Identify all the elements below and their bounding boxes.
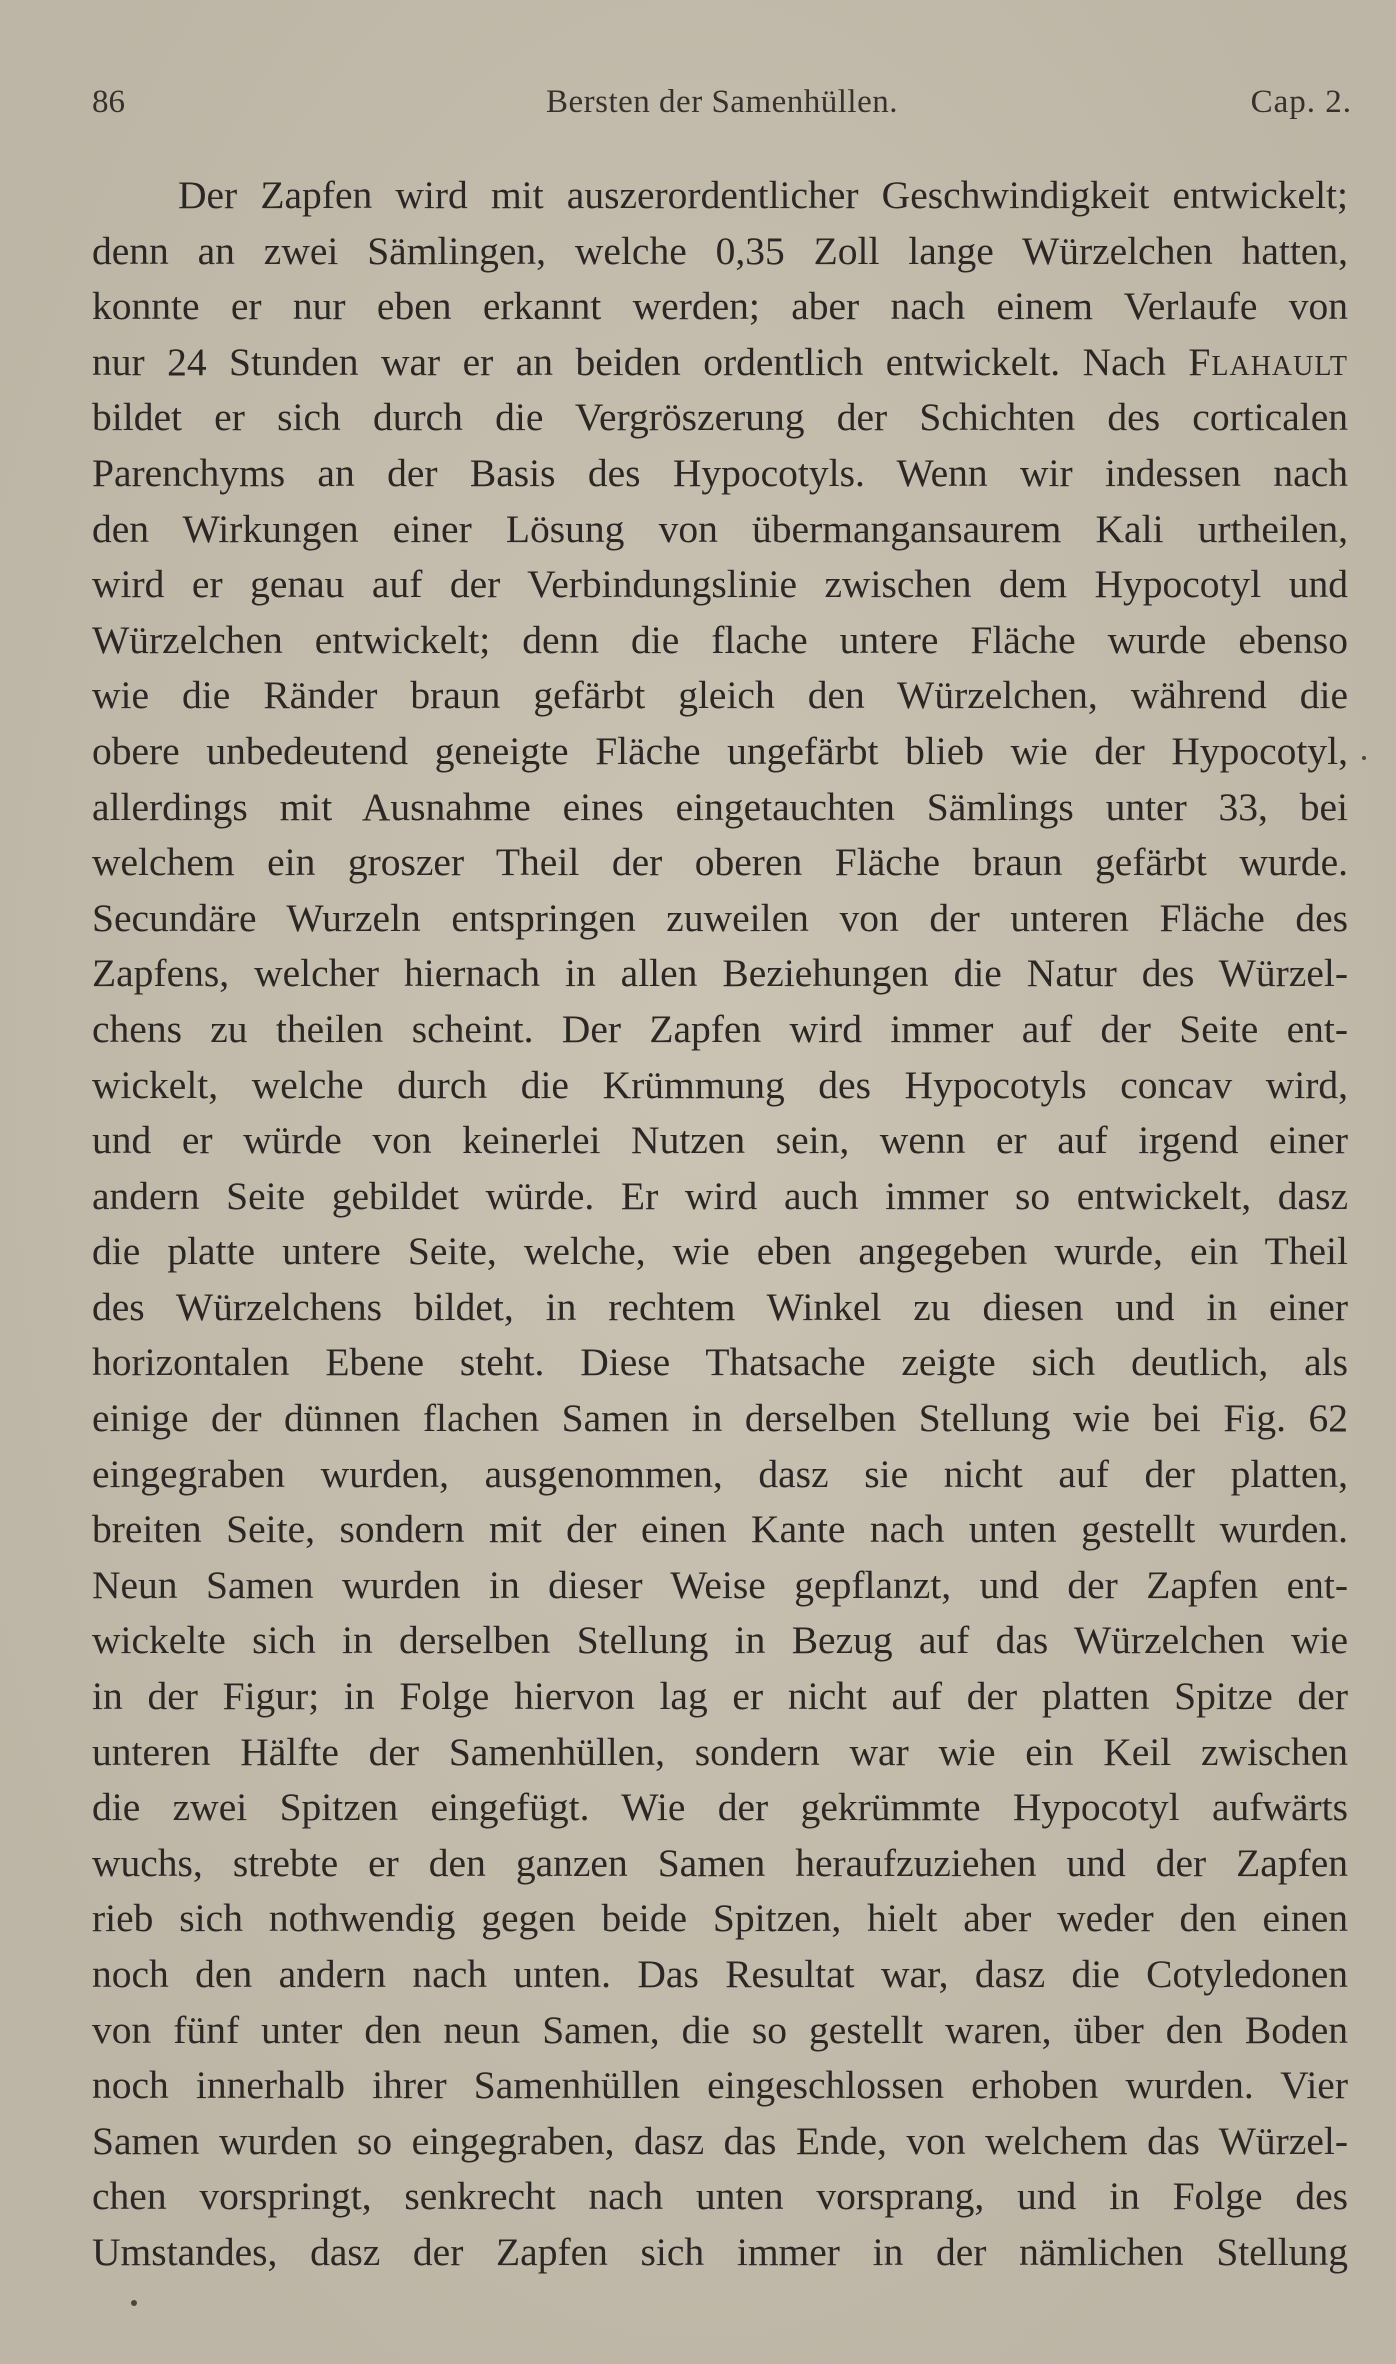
- text-line: den Wirkungen einer Lösung von übermangansaurem Kali urtheilen,: [92, 506, 1348, 551]
- text-line: noch den andern nach unten. Das Resultat war, dasz die Cotyledonen: [92, 1952, 1348, 1996]
- text-line: wuchs, strebte er den ganzen Samen heraufzuziehen und der Zapfen: [92, 1840, 1348, 1885]
- author-name-smallcaps: Flahault: [1188, 339, 1348, 384]
- text-line: chens zu theilen scheint. Der Zapfen wird immer auf der Seite ent-: [92, 1006, 1348, 1051]
- page-header: [92, 84, 1352, 136]
- text-line: allerdings mit Ausnahme eines eingetauchten Sämlings unter 33, bei: [92, 784, 1348, 829]
- text-line: konnte er nur eben erkannt werden; aber nach einem Verlaufe von: [92, 284, 1348, 329]
- print-speck: [131, 2300, 137, 2306]
- text-line: Zapfens, welcher hiernach in allen Beziehungen die Natur des Würzel-: [92, 951, 1348, 996]
- text-line: nur 24 Stunden war er an beiden ordentlich entwickelt. Nach Flahault: [92, 339, 1348, 384]
- body-text: [92, 168, 1348, 2281]
- text-line: Neun Samen wurden in dieser Weise gepflanzt, und der Zapfen ent-: [92, 1562, 1348, 1607]
- text-line: die platte untere Seite, welche, wie eben angegeben wurde, ein Theil: [92, 1229, 1348, 1274]
- chapter-label: Cap. 2.: [1250, 84, 1352, 120]
- text-line: denn an zwei Sämlingen, welche 0,35 Zoll lange Würzelchen hatten,: [92, 228, 1348, 273]
- text-line: einige der dünnen flachen Samen in derselben Stellung wie bei Fig. 62: [92, 1396, 1348, 1441]
- text-line: und er würde von keinerlei Nutzen sein, wenn er auf irgend einer: [92, 1118, 1348, 1163]
- text-line: horizontalen Ebene steht. Diese Thatsache zeigte sich deutlich, als: [92, 1340, 1348, 1385]
- text-line: chen vorspringt, senkrecht nach unten vorsprang, und in Folge des: [92, 2174, 1348, 2219]
- text-line: bildet er sich durch die Vergröszerung der Schichten des corticalen: [92, 395, 1348, 440]
- text-line: wie die Ränder braun gefärbt gleich den Würzelchen, während die: [92, 673, 1348, 718]
- text-line: wickelte sich in derselben Stellung in Bezug auf das Würzelchen wie: [92, 1618, 1348, 1663]
- text-line: des Würzelchens bildet, in rechtem Winkel zu diesen und in einer: [92, 1284, 1348, 1329]
- text-line: welchem ein groszer Theil der oberen Fläche braun gefärbt wurde.: [92, 840, 1348, 885]
- text-line: Secundäre Wurzeln entspringen zuweilen von der unteren Fläche des: [92, 895, 1348, 940]
- text-line: Der Zapfen wird mit auszerordentlicher Geschwindigkeit entwickelt;: [178, 173, 1348, 217]
- running-title: Bersten der Samenhüllen.: [546, 84, 898, 120]
- text-line: wird er genau auf der Verbindungslinie zwischen dem Hypocotyl und: [92, 562, 1348, 607]
- page-number: 86: [92, 84, 125, 120]
- text-line: rieb sich nothwendig gegen beide Spitzen, hielt aber weder den einen: [92, 1896, 1348, 1941]
- text-line: Samen wurden so eingegraben, dasz das Ende, von welchem das Würzel-: [92, 2118, 1348, 2163]
- text-line: Würzelchen entwickelt; denn die flache untere Fläche wurde ebenso: [92, 617, 1348, 662]
- text-line: obere unbedeutend geneigte Fläche ungefärbt blieb wie der Hypocotyl,: [92, 728, 1348, 773]
- text-line: unteren Hälfte der Samenhüllen, sondern war wie ein Keil zwischen: [92, 1729, 1348, 1774]
- text-line: wickelt, welche durch die Krümmung des Hypocotyls concav wird,: [92, 1062, 1348, 1107]
- print-speck: [1362, 756, 1366, 760]
- text-line: Umstandes, dasz der Zapfen sich immer in der nämlichen Stellung: [92, 2229, 1348, 2274]
- text-line: Parenchyms an der Basis des Hypocotyls. Wenn wir indessen nach: [92, 450, 1348, 495]
- text-line: noch innerhalb ihrer Samenhüllen eingeschlossen erhoben wurden. Vier: [92, 2063, 1348, 2108]
- text-line: eingegraben wurden, ausgenommen, dasz sie nicht auf der platten,: [92, 1451, 1348, 1496]
- text-line: andern Seite gebildet würde. Er wird auch immer so entwickelt, dasz: [92, 1173, 1348, 1218]
- text-line: von fünf unter den neun Samen, die so gestellt waren, über den Boden: [92, 2007, 1348, 2052]
- text-line: die zwei Spitzen eingefügt. Wie der gekrümmte Hypocotyl aufwärts: [92, 1785, 1348, 1830]
- text-line: in der Figur; in Folge hiervon lag er nicht auf der platten Spitze der: [92, 1674, 1348, 1719]
- text-line: breiten Seite, sondern mit der einen Kante nach unten gestellt wurden.: [92, 1507, 1348, 1552]
